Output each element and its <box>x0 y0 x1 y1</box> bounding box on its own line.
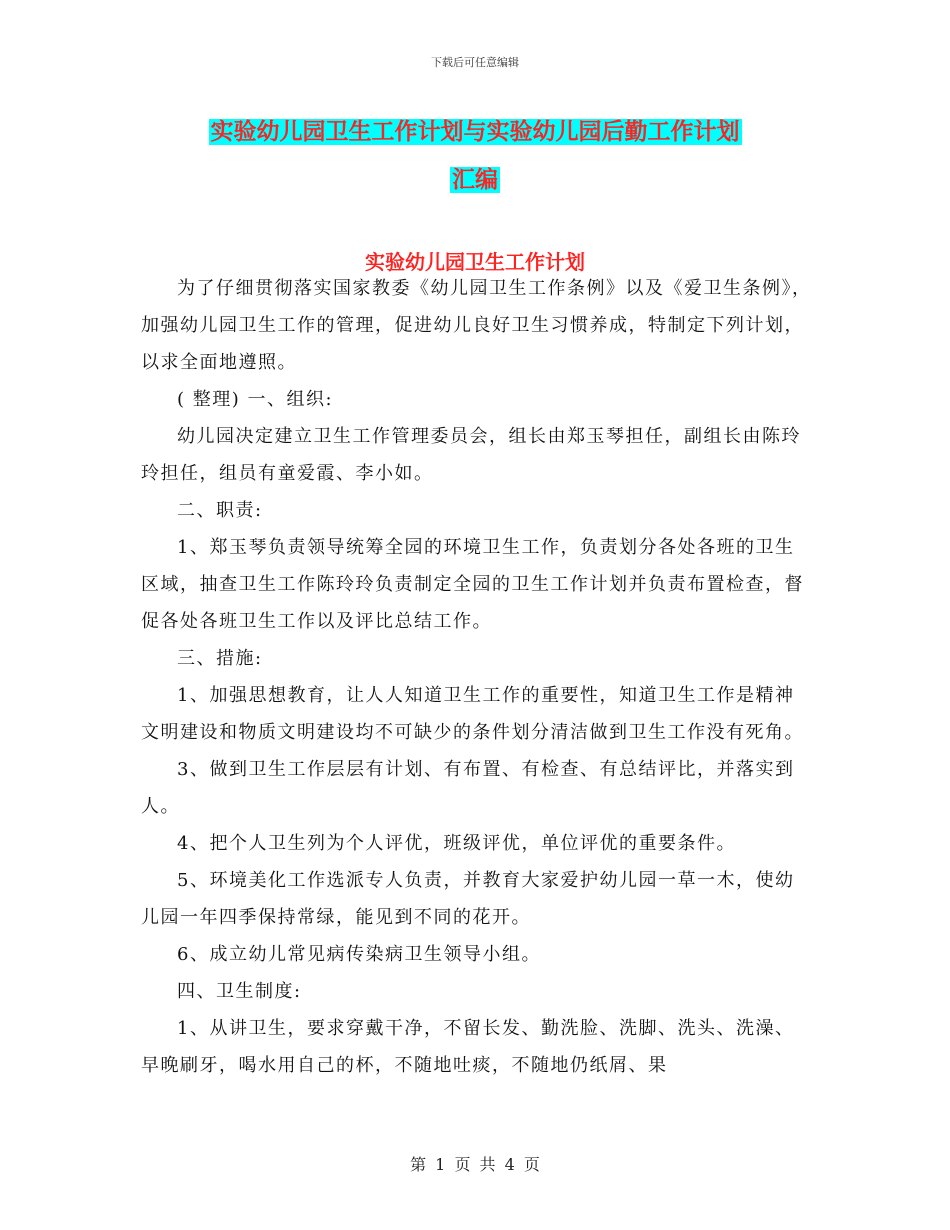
paragraph: 6、成立幼儿常见病传染病卫生领导小组。 <box>177 944 541 965</box>
paragraph: 二、职责: <box>177 500 263 521</box>
document-title <box>0 108 950 204</box>
page-header-note: 下载后可任意编辑 <box>431 56 519 69</box>
document-title-line-2: 汇编 <box>452 167 498 193</box>
paragraph: 1、郑玉琴负责领导统筹全园的环境卫生工作，负责划分各处各班的卫生区域，抽查卫生工作陈玲玲负责制定全园的卫生工作计划并负责布置检查，督促各处各班卫生工作以及评比总结工作。 <box>141 537 804 632</box>
paragraph: 四、卫生制度: <box>177 981 302 1002</box>
page-number-footer: 第 1 页 共 4 页 <box>410 1155 540 1174</box>
document-body <box>141 270 813 1084</box>
paragraph: 为了仔细贯彻落实国家教委《幼儿园卫生工作条例》以及《爱卫生条例》，加强幼儿园卫生工作的管理，促进幼儿良好卫生习惯养成，特制定下列计划，以求全面地遵照。 <box>141 278 812 373</box>
paragraph: 3、做到卫生工作层层有计划、有布置、有检查、有总结评比，并落实到人。 <box>141 759 795 817</box>
paragraph: 1、加强思想教育，让人人知道卫生工作的重要性，知道卫生工作是精神文明建设和物质文明建设均不可缺少的条件划分清洁做到卫生工作没有死角。 <box>141 685 804 743</box>
paragraph: 1、从讲卫生，要求穿戴干净，不留长发、勤洗脸、洗脚、洗头、洗澡、早晚刷牙，喝水用自己的杯，不随地吐痰，不随地仍纸屑、果 <box>141 1018 795 1076</box>
paragraph: 5、环境美化工作选派专人负责，并教育大家爱护幼儿园一草一木，使幼儿园一年四季保持常绿，能见到不同的花开。 <box>141 870 795 928</box>
section-title: 实验幼儿园卫生工作计划 <box>365 250 585 274</box>
paragraph: 4、把个人卫生列为个人评优，班级评优，单位评优的重要条件。 <box>177 833 736 854</box>
document-title-line-1: 实验幼儿园卫生工作计划与实验幼儿园后勤工作计划 <box>210 119 740 145</box>
paragraph: 三、措施: <box>177 648 263 669</box>
paragraph: ( 整理) 一、组织: <box>177 389 334 410</box>
paragraph: 幼儿园决定建立卫生工作管理委员会，组长由郑玉琴担任，副组长由陈玲玲担任，组员有童爱霞、李小如。 <box>141 426 801 484</box>
